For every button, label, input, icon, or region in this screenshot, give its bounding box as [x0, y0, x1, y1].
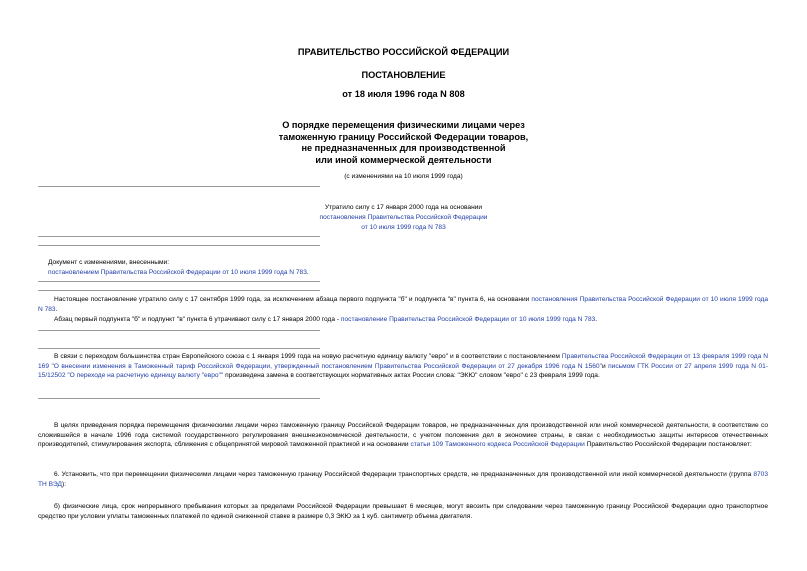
document-date-number: от 18 июля 1996 года N 808	[342, 89, 465, 99]
item-6-link[interactable]: 8703 ТН ВЭД	[38, 471, 768, 488]
changes-end: .	[306, 268, 309, 276]
euro-note-link[interactable]: письмом ГТК России от 27 апреля 1999 года N 01-15/12502 "О переходе на расчетную единицу валюту "евро""	[38, 362, 768, 380]
preamble-text: В целях приведения порядка перемещения физическими лицами через таможенную границу Российской Федерации товаров, не предназначенных для производственной или иной коммерческой деятельности, в соответствие со сложившейся в начале 1996 года системой государственного регулирования внешнеэкономической деятельности, с учетом положения дел в экономике страны, в связи с необходимостью защиты интересов отечественных производителей, стимулирования экспорта, сближения с общепринятой мировой таможенной практикой и на основании	[38, 422, 768, 449]
euro-note-text: В связи с переходом большинства стран Европейского союза с 1 января 1999 года на новую расчетную единицу валюту "евро" и в соответствии с постановлением	[54, 353, 562, 360]
title-line: таможенную границу Российской Федерации товаров,	[278, 131, 529, 142]
government-heading: ПРАВИТЕЛЬСТВО РОССИЙСКОЙ ФЕДЕРАЦИИ	[297, 47, 510, 57]
divider	[38, 330, 320, 331]
amendment-note: (с изменениями на 10 июля 1999 года)	[344, 173, 463, 180]
euro-note-link[interactable]: Правительства Российской Федерации от 13 февраля 1999 года N 169 "О внесении изменения в Таможенный тариф Российской Федерации, утвержденный постановлением Правительства Российской Федерации от 27 декабря 1996 года N 1560"	[38, 353, 768, 370]
expiry-link[interactable]: постановления Правительства Российской Федерации	[319, 214, 488, 221]
document-title	[0, 120, 807, 166]
preamble-link[interactable]: статьи 109 Таможенного кодекса Российской Федерации	[410, 441, 585, 449]
expiry-link[interactable]: от 10 июля 1999 года N 783	[361, 224, 446, 231]
title-line: не предназначенных для производственной	[301, 143, 506, 153]
changes-block	[48, 258, 748, 277]
item-6b-paragraph	[38, 502, 768, 521]
divider	[38, 398, 320, 399]
document-type: ПОСТАНОВЛЕНИЕ	[361, 70, 446, 80]
changes-link[interactable]: постановлением Правительства Российской Федерации от 10 июля 1999 года N 783	[48, 268, 307, 276]
item-6-end: ):	[62, 480, 67, 488]
notice-end: .	[55, 305, 58, 313]
notice-paragraph	[38, 315, 768, 325]
divider	[38, 348, 320, 349]
item-6-text: 6. Установить, что при перемещении физическими лицами через таможенную границу Российской Федерации транспортных средств, не предназначенных для производственной или иной коммерческой деятельности (группа	[54, 471, 754, 478]
notice-paragraph	[38, 295, 768, 314]
euro-note-text: и	[601, 362, 609, 370]
item-6b-text: б) физические лица, срок непрерывного пребывания которых за пределами Российской Федерации превышает 6 месяцев, могут ввозить при следовании через таможенную границу Российской Федерации одно транспортное средство при условии уплаты таможенных платежей по единой сниженной ставке в размере 0,3 ЭКЮ за 1 куб. сантиметр объема двигателя.	[38, 503, 768, 520]
divider	[38, 186, 320, 187]
notice-text: Настоящее постановление утратило силу с 17 сентября 1999 года, за исключением абзаца первого подпункта "б" и подпункта "в" пункта 6, на основании	[54, 296, 532, 303]
notice-link[interactable]: постановление Правительства Российской Федерации от 10 июля 1999 года N 783	[340, 316, 596, 323]
expiry-notice	[0, 203, 807, 233]
euro-note-paragraph	[38, 352, 768, 381]
notice-link[interactable]: постановления Правительства Российской Федерации от 10 июля 1999 года N 783	[38, 296, 768, 313]
divider	[38, 245, 320, 246]
euro-note-text: произведена замена в соответствующих нормативных актах России слова: "ЭКЮ" словом "евро" с 23 февраля 1999 года.	[223, 372, 600, 380]
item-6-paragraph	[38, 470, 768, 489]
title-line: или иной коммерческой деятельности	[315, 154, 492, 165]
changes-label: Документ с изменениями, внесенными:	[48, 259, 170, 266]
preamble-paragraph	[38, 421, 768, 450]
title-line: О порядке перемещения физическими лицами через	[282, 120, 525, 130]
notice-text: Абзац первый подпункта "б" и подпункт "в" пункта 6 утрачивают силу с 17 января 2000 года -	[54, 316, 341, 323]
divider	[38, 290, 320, 291]
divider	[38, 236, 320, 237]
preamble-text: Правительство Российской Федерации постановляет:	[584, 441, 752, 449]
notice-end: .	[595, 316, 598, 323]
expiry-text: Утратило силу с 17 января 2000 года на основании	[324, 204, 483, 211]
divider	[38, 281, 320, 282]
